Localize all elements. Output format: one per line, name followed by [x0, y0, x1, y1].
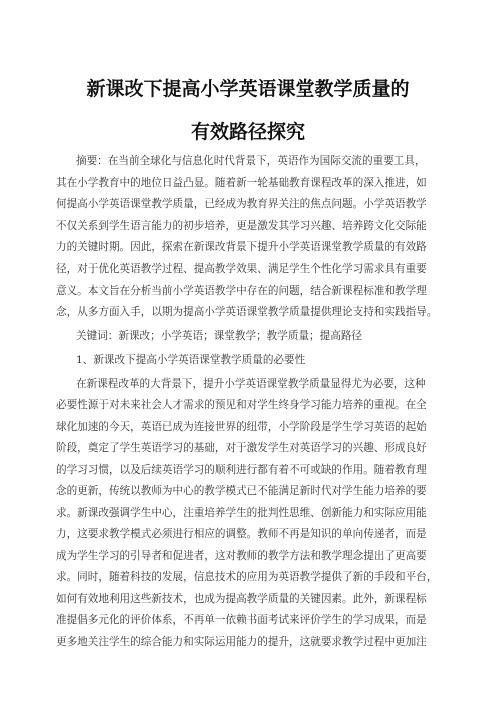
abstract-line: 不仅关系到学生语言能力的初步培养，更是激发其学习兴趣、培养跨文化交际能	[56, 220, 427, 232]
body-line: 准提倡多元化的评价体系，不再单一依赖书面考试来评价学生的学习成果，而是	[56, 614, 427, 626]
section-heading: 1、新课改下提高小学英语课堂教学质量的必要性	[76, 354, 306, 366]
abstract-line: 力的关键时期。因此，探索在新课改背景下提升小学英语课堂教学质量的有效路	[56, 241, 427, 253]
body-line: 在新课程改革的大背景下，提升小学英语课堂教学质量显得尤为必要，这种	[76, 378, 426, 390]
body-line: 念的更新，传统以教师为中心的教学模式已不能满足新时代对学生能力培养的要	[56, 485, 427, 497]
body-line: 阶段，奠定了学生英语学习的基础，对于激发学生对英语学习的兴趣、形成良好	[56, 442, 427, 454]
abstract-line: 意义。本文旨在分析当前小学英语教学中存在的问题，结合新课程标准和教学理	[56, 285, 427, 297]
body-line: 更多地关注学生的综合能力和实际运用能力的提升，这就要求教学过程中更加注	[56, 636, 427, 648]
body-line: 必要性源于对未来社会人才需求的预见和对学生终身学习能力培养的重视。在全	[56, 399, 427, 411]
body-line: 成为学生学习的引导者和促进者，这对教师的教学方法和教学理念提出了更高要	[56, 550, 427, 562]
body-line: 球化加速的今天，英语已成为连接世界的纽带，小学阶段是学生学习英语的起始	[56, 421, 427, 433]
document-title-line-2: 有效路径探究	[190, 121, 305, 143]
abstract-line: 摘要：在当前全球化与信息化时代背景下，英语作为国际交流的重要工具，	[76, 155, 426, 167]
document-title-line-1: 新课改下提高小学英语课堂教学质量的	[86, 78, 410, 100]
abstract-line: 何提高小学英语课堂教学质量，已经成为教育界关注的焦点问题。小学英语教学	[56, 198, 427, 210]
abstract-line: 径，对于优化英语教学过程、提高教学效果、满足学生个性化学习需求具有重要	[56, 263, 427, 275]
body-line: 求。同时，随着科技的发展，信息技术的应用为英语教学提供了新的手段和平台，	[56, 571, 438, 583]
body-line: 力，这要求教学模式必须进行相应的调整。教师不再是知识的单向传递者，而是	[56, 528, 427, 540]
body-line: 求。新课改强调学生中心，注重培养学生的批判性思维、创新能力和实际应用能	[56, 507, 427, 519]
body-line: 的学习习惯，以及后续英语学习的顺利进行都有着不可或缺的作用。随着教育理	[56, 464, 427, 476]
keywords-line: 关键词：新课改；小学英语；课堂教学；教学质量；提高路径	[76, 330, 363, 342]
abstract-line: 其在小学教育中的地位日益凸显。随着新一轮基础教育课程改革的深入推进，如	[56, 177, 427, 189]
abstract-line: 念，从多方面入手，以期为提高小学英语课堂教学质量提供理论支持和实践指导。	[56, 306, 438, 318]
body-line: 如何有效地利用这些新技术，也成为提高教学质量的关键因素。此外，新课程标	[56, 593, 427, 605]
